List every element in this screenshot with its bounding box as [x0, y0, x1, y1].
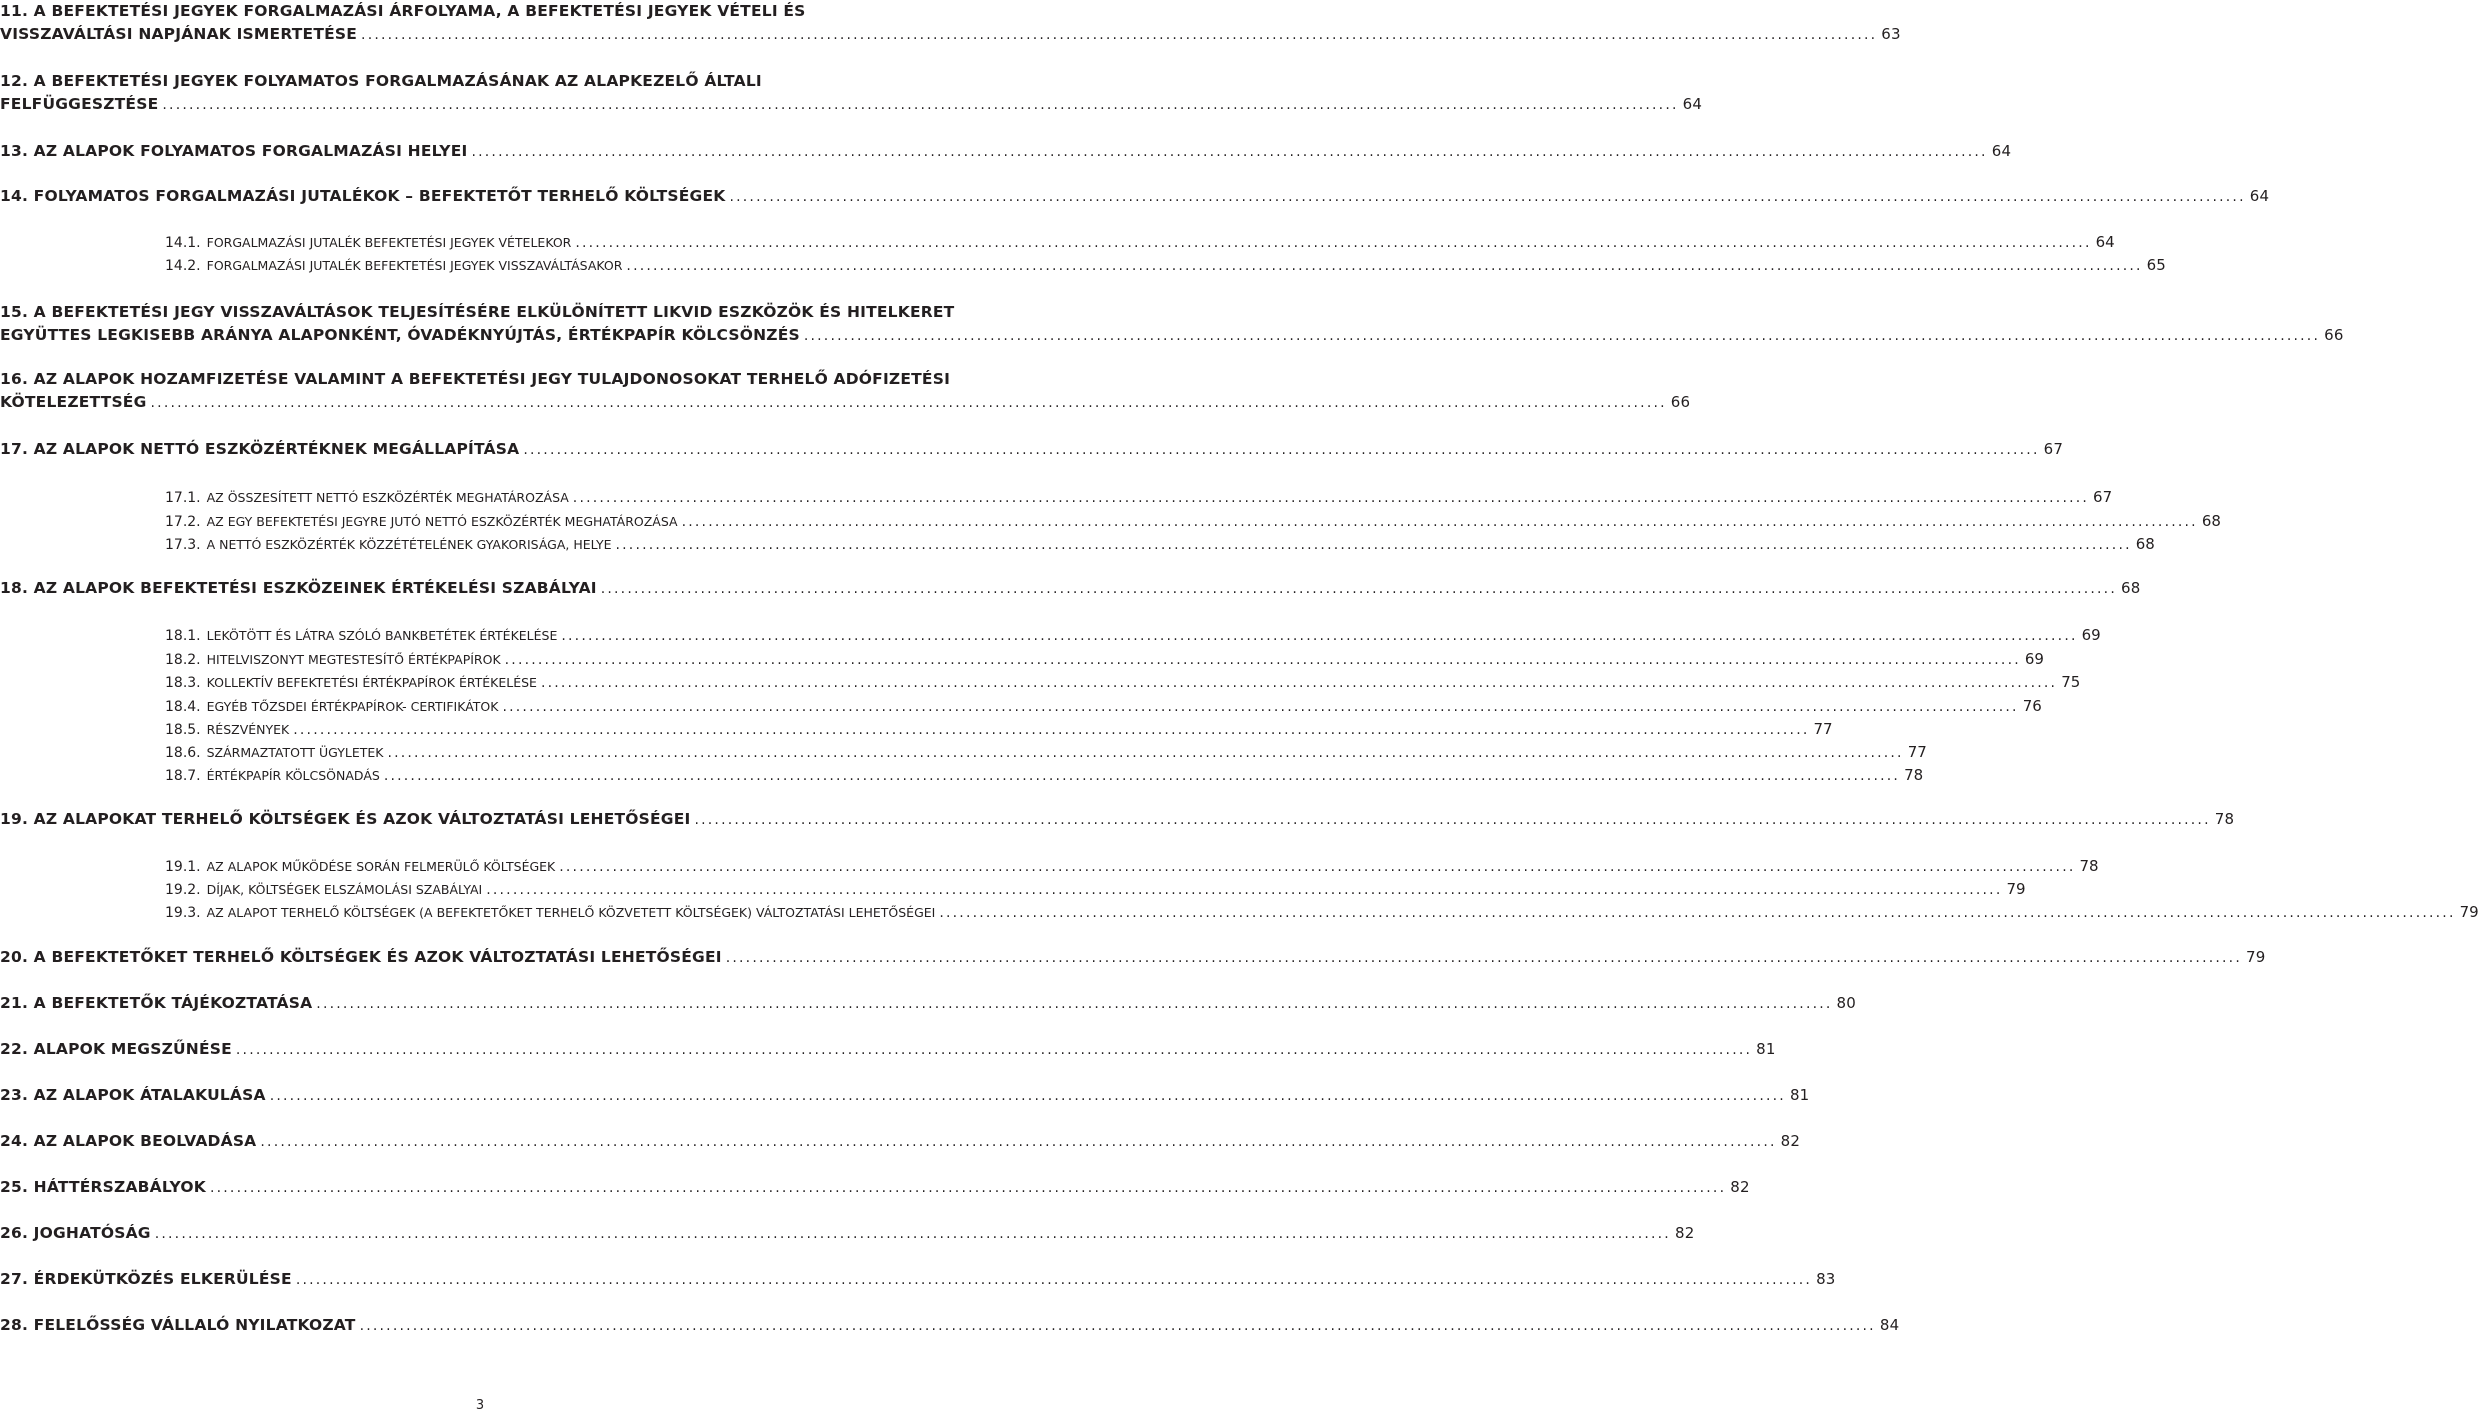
dot-leader: [236, 1042, 1752, 1058]
toc-subentry[interactable]: [165, 488, 2113, 506]
toc-entry[interactable]: [0, 2, 952, 20]
dot-leader: [360, 1318, 1876, 1334]
toc-entry-number: 19.1.: [165, 859, 201, 875]
toc-entry[interactable]: [0, 579, 2141, 597]
dot-leader: [260, 1134, 1776, 1150]
toc-entry-number: 18.2.: [165, 652, 201, 668]
toc-entry-number: 18.1.: [165, 628, 201, 644]
toc-page-number: 77: [1813, 720, 1833, 738]
toc-page-number: 63: [1881, 25, 1901, 43]
toc-entry[interactable]: [0, 1224, 1695, 1242]
dot-leader: [575, 235, 2091, 251]
toc-entry-title: EGYÉB TŐZSDEI ÉRTÉKPAPÍROK- CERTIFIKÁTOK: [206, 699, 499, 714]
toc-entry-number: 13.: [0, 142, 34, 160]
toc-entry-number: 18.4.: [165, 699, 201, 715]
dot-leader: [296, 1272, 1812, 1288]
toc-entry-title: A BEFEKTETÉSI JEGYEK FOLYAMATOS FORGALMAZÁSÁNAK AZ ALAPKEZELŐ ÁLTALI: [33, 72, 762, 90]
toc-subentry[interactable]: [165, 626, 2101, 644]
toc-subentry[interactable]: [165, 535, 2155, 553]
dot-leader: [682, 514, 2198, 530]
dot-leader: [384, 768, 1900, 784]
toc-subentry[interactable]: [165, 743, 1927, 761]
toc-entry-number: 19.2.: [165, 882, 201, 898]
toc-entry-number: 23.: [0, 1086, 34, 1104]
toc-page-number: 66: [2324, 326, 2344, 344]
toc-page-number: 67: [2043, 440, 2064, 458]
dot-leader: [523, 442, 2039, 458]
toc-entry[interactable]: [0, 303, 955, 321]
toc-subentry[interactable]: [165, 720, 1833, 738]
toc-entry-title: A NETTÓ ESZKÖZÉRTÉK KÖZZÉTÉTELÉNEK GYAKORISÁGA, HELYE: [206, 537, 612, 552]
toc-entry-title: LEKÖTÖTT ÉS LÁTRA SZÓLÓ BANKBETÉTEK ÉRTÉKELÉSE: [206, 628, 558, 643]
toc-page-number: 83: [1816, 1270, 1836, 1288]
dot-leader: [804, 328, 2320, 344]
toc-page-number: 68: [2120, 579, 2141, 597]
toc-entry-number: 22.: [0, 1040, 34, 1058]
toc-entry[interactable]: [0, 440, 2064, 458]
toc-entry[interactable]: [0, 326, 2344, 344]
toc-page-number: 64: [1682, 95, 1703, 113]
toc-entry-title: A BEFEKTETŐKET TERHELŐ KÖLTSÉGEK ÉS AZOK VÁLTOZTATÁSI LEHETŐSÉGEI: [33, 948, 722, 966]
toc-page-number: 65: [2146, 256, 2166, 274]
toc-entry-number: 25.: [0, 1178, 34, 1196]
toc-entry-title: FELELŐSSÉG VÁLLALÓ NYILATKOZAT: [33, 1316, 356, 1334]
toc-subentry[interactable]: [165, 766, 1924, 784]
toc-entry-number: 18.7.: [165, 768, 201, 784]
toc-entry-number: 21.: [0, 994, 34, 1012]
toc-subentry[interactable]: [165, 857, 2099, 875]
toc-subentry[interactable]: [165, 903, 2479, 921]
dot-leader: [626, 258, 2142, 274]
dot-leader: [561, 628, 2077, 644]
toc-page-number: 68: [2201, 512, 2221, 530]
dot-leader: [601, 581, 2117, 597]
toc-entry-title: ÉRTÉKPAPÍR KÖLCSÖNADÁS: [206, 768, 380, 783]
toc-entry[interactable]: [0, 95, 1703, 113]
dot-leader: [151, 395, 1667, 411]
toc-page-number: 68: [2135, 535, 2155, 553]
toc-page-number: 78: [2079, 857, 2099, 875]
page-number: 3: [475, 1398, 485, 1413]
dot-leader: [559, 859, 2075, 875]
toc-entry-number: 15.: [0, 303, 34, 321]
dot-leader: [361, 27, 1877, 43]
toc-entry-number: 14.1.: [165, 235, 201, 251]
toc-page-number: 81: [1789, 1086, 1810, 1104]
dot-leader: [293, 722, 1809, 738]
toc-entry-number: 17.1.: [165, 490, 201, 506]
toc-entry-title: DÍJAK, KÖLTSÉGEK ELSZÁMOLÁSI SZABÁLYAI: [206, 882, 483, 897]
toc-entry[interactable]: [0, 810, 2235, 828]
toc-page-number: 69: [2081, 626, 2101, 644]
toc-entry-title: KOLLEKTÍV BEFEKTETÉSI ÉRTÉKPAPÍROK ÉRTÉKELÉSE: [206, 675, 537, 690]
toc-entry-number: 14.2.: [165, 258, 201, 274]
toc-entry-title: A BEFEKTETŐK TÁJÉKOZTATÁSA: [33, 994, 313, 1012]
dot-leader: [471, 144, 1987, 160]
toc-entry-title: A BEFEKTETÉSI JEGYEK FORGALMAZÁSI ÁRFOLYAMA, A BEFEKTETÉSI JEGYEK VÉTELI ÉS: [33, 2, 806, 20]
toc-page-number: 66: [1670, 393, 1691, 411]
dot-leader: [729, 189, 2245, 205]
dot-leader: [387, 745, 1903, 761]
toc-entry[interactable]: [0, 187, 2270, 205]
toc-entry-title: AZ ALAPOK MŰKÖDÉSE SORÁN FELMERÜLŐ KÖLTSÉGEK: [206, 859, 556, 874]
toc-subentry[interactable]: [165, 512, 2221, 530]
toc-page-number: 79: [2245, 948, 2266, 966]
toc-entry[interactable]: [0, 1132, 1801, 1150]
toc-page-number: 76: [2022, 697, 2042, 715]
toc-entry[interactable]: [0, 142, 2012, 160]
toc-entry-number: 18.3.: [165, 675, 201, 691]
toc-page-number: 64: [2095, 233, 2115, 251]
toc-entry-number: 28.: [0, 1316, 34, 1334]
dot-leader: [162, 97, 1678, 113]
toc-entry-title: FOLYAMATOS FORGALMAZÁSI JUTALÉKOK – BEFEKTETŐT TERHELŐ KÖLTSÉGEK: [33, 187, 726, 205]
toc-subentry[interactable]: [165, 697, 2042, 715]
toc-entry-title: AZ ALAPOK FOLYAMATOS FORGALMAZÁSI HELYEI: [33, 142, 468, 160]
toc-page-number: 64: [1991, 142, 2012, 160]
toc-entry[interactable]: [0, 994, 1857, 1012]
toc-page-number: 67: [2093, 488, 2113, 506]
toc-entry-title: AZ ALAPOK BEOLVADÁSA: [33, 1132, 257, 1150]
toc-page-number: 79: [2006, 880, 2026, 898]
toc-entry-number: 20.: [0, 948, 34, 966]
toc-subentry[interactable]: [165, 673, 2081, 691]
toc-entry[interactable]: [0, 393, 1691, 411]
toc-page-number: 78: [2214, 810, 2235, 828]
toc-entry-title: EGYÜTTES LEGKISEBB ARÁNYA ALAPONKÉNT, ÓVADÉKNYÚJTÁS, ÉRTÉKPAPÍR KÖLCSÖNZÉS: [0, 326, 800, 344]
toc-entry-number: 16.: [0, 370, 34, 388]
dot-leader: [486, 882, 2002, 898]
toc-entry-title: ALAPOK MEGSZŰNÉSE: [33, 1040, 232, 1058]
toc-entry-title: FELFÜGGESZTÉSE: [0, 95, 159, 113]
toc-page-number: 82: [1674, 1224, 1695, 1242]
toc-entry-number: 17.3.: [165, 537, 201, 553]
toc-entry[interactable]: [0, 25, 1901, 43]
toc-entry-title: AZ ALAPOK BEFEKTETÉSI ESZKÖZEINEK ÉRTÉKELÉSI SZABÁLYAI: [33, 579, 597, 597]
toc-page-number: 79: [2459, 903, 2479, 921]
toc-subentry[interactable]: [165, 256, 2166, 274]
toc-entry-number: 17.2.: [165, 514, 201, 530]
toc-page-number: 75: [2061, 673, 2081, 691]
toc-page-number: 80: [1836, 994, 1857, 1012]
toc-page-number: 82: [1780, 1132, 1801, 1150]
toc-entry-number: 19.: [0, 810, 34, 828]
toc-entry-number: 27.: [0, 1270, 34, 1288]
toc-page-number: 77: [1907, 743, 1927, 761]
toc-entry-title: AZ EGY BEFEKTETÉSI JEGYRE JUTÓ NETTÓ ESZKÖZÉRTÉK MEGHATÁROZÁSA: [206, 514, 678, 529]
toc-entry[interactable]: [0, 1086, 1810, 1104]
toc-entry-number: 18.5.: [165, 722, 201, 738]
dot-leader: [155, 1226, 1671, 1242]
toc-entry[interactable]: [0, 1040, 1776, 1058]
dot-leader: [270, 1088, 1786, 1104]
toc-entry-title: FORGALMAZÁSI JUTALÉK BEFEKTETÉSI JEGYEK VÉTELEKOR: [206, 235, 572, 250]
toc-subentry[interactable]: [165, 650, 2044, 668]
toc-page-number: 84: [1879, 1316, 1900, 1334]
toc-entry-title: HITELVISZONYT MEGTESTESÍTŐ ÉRTÉKPAPÍROK: [206, 652, 501, 667]
dot-leader: [573, 490, 2089, 506]
toc-entry-number: 19.3.: [165, 905, 201, 921]
toc-page-number: 81: [1756, 1040, 1776, 1058]
toc-entry-title: RÉSZVÉNYEK: [206, 722, 290, 737]
toc-entry[interactable]: [0, 1316, 1900, 1334]
toc-entry-number: 18.: [0, 579, 34, 597]
toc-subentry[interactable]: [165, 880, 2026, 898]
toc-entry-title: SZÁRMAZTATOTT ÜGYLETEK: [206, 745, 384, 760]
toc-entry-title: AZ ALAPOK ÁTALAKULÁSA: [33, 1086, 266, 1104]
toc-subentry[interactable]: [165, 233, 2115, 251]
toc-entry[interactable]: [0, 1178, 1750, 1196]
dot-leader: [939, 905, 2455, 921]
dot-leader: [726, 950, 2242, 966]
toc-entry-number: 18.6.: [165, 745, 201, 761]
toc-entry[interactable]: [0, 948, 2266, 966]
toc-entry-title: AZ ALAPOK NETTÓ ESZKÖZÉRTÉKNEK MEGÁLLAPÍTÁSA: [33, 440, 520, 458]
toc-page-number: 78: [1904, 766, 1924, 784]
toc-entry-number: 14.: [0, 187, 34, 205]
toc-entry-title: JOGHATÓSÁG: [33, 1224, 151, 1242]
toc-entry-number: 12.: [0, 72, 34, 90]
toc-entry-title: AZ ÖSSZESÍTETT NETTÓ ESZKÖZÉRTÉK MEGHATÁROZÁSA: [206, 490, 569, 505]
dot-leader: [210, 1180, 1726, 1196]
toc-entry-title: A BEFEKTETÉSI JEGY VISSZAVÁLTÁSOK TELJESÍTÉSÉRE ELKÜLÖNÍTETT LIKVID ESZKÖZÖK ÉS HITELKERET: [33, 303, 955, 321]
toc-entry-title: AZ ALAPOKAT TERHELŐ KÖLTSÉGEK ÉS AZOK VÁLTOZTATÁSI LEHETŐSÉGEI: [33, 810, 691, 828]
toc-entry-title: ÉRDEKÜTKÖZÉS ELKERÜLÉSE: [33, 1270, 292, 1288]
toc-entry-title: HÁTTÉRSZABÁLYOK: [33, 1178, 206, 1196]
toc-entry-title: VISSZAVÁLTÁSI NAPJÁNAK ISMERTETÉSE: [0, 25, 358, 43]
toc-entry-number: 24.: [0, 1132, 34, 1150]
toc-entry[interactable]: [0, 72, 952, 90]
toc-page-number: 64: [2249, 187, 2270, 205]
dot-leader: [316, 996, 1832, 1012]
dot-leader: [694, 812, 2210, 828]
dot-leader: [616, 537, 2132, 553]
toc-entry-title: KÖTELEZETTSÉG: [0, 393, 147, 411]
toc-page-number: 82: [1730, 1178, 1750, 1196]
toc-entry[interactable]: [0, 1270, 1836, 1288]
toc-entry-title: AZ ALAPOK HOZAMFIZETÉSE VALAMINT A BEFEKTETÉSI JEGY TULAJDONOSOKAT TERHELŐ ADÓFIZETÉSI: [33, 370, 951, 388]
toc-entry-number: 17.: [0, 440, 34, 458]
toc-entry-title: AZ ALAPOT TERHELŐ KÖLTSÉGEK (A BEFEKTETŐKET TERHELŐ KÖZVETETT KÖLTSÉGEK) VÁLTOZTATÁSI LEHETŐSÉGEI: [206, 905, 936, 920]
dot-leader: [502, 699, 2018, 715]
toc-entry[interactable]: [0, 370, 952, 388]
toc-entry-title: FORGALMAZÁSI JUTALÉK BEFEKTETÉSI JEGYEK VISSZAVÁLTÁSAKOR: [206, 258, 623, 273]
dot-leader: [505, 652, 2021, 668]
toc-page-number: 69: [2024, 650, 2044, 668]
dot-leader: [541, 675, 2057, 691]
toc-entry-number: 11.: [0, 2, 34, 20]
toc-entry-number: 26.: [0, 1224, 34, 1242]
